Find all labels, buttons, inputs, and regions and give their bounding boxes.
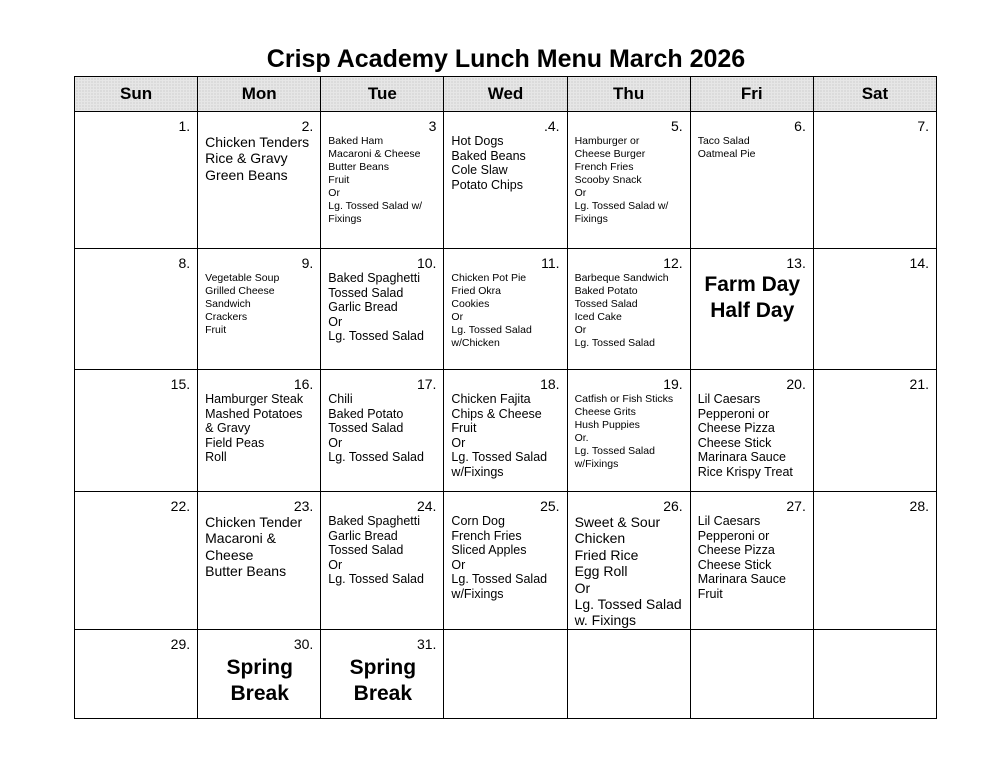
day-cell — [444, 370, 567, 492]
menu-text: Chicken Tenders Rice & Gravy Green Beans — [205, 134, 310, 183]
day-cell — [75, 370, 198, 492]
menu-text: Chicken Fajita Chips & Cheese Fruit Or Lg. Tossed Salad w/Fixings — [451, 392, 548, 479]
day-cell — [567, 630, 690, 719]
day-cell — [198, 370, 321, 492]
day-cell — [321, 370, 444, 492]
day-number: 17. — [416, 376, 437, 392]
menu-text: Sweet & Sour Chicken Fried Rice Egg Roll Or Lg. Tossed Salad w. Fixings — [574, 514, 682, 629]
week-row — [75, 492, 937, 630]
day-number: 31. — [416, 636, 437, 652]
day-number: .4. — [543, 118, 560, 134]
day-cell — [813, 492, 936, 630]
day-number: 21. — [909, 376, 929, 392]
weekday-header-sun: Sun — [75, 77, 198, 112]
day-number: 29. — [170, 636, 191, 652]
day-number: 11. — [541, 255, 560, 271]
day-number: 24. — [416, 498, 437, 514]
day-number: 30. — [293, 636, 314, 652]
weekday-header-sat: Sat — [813, 77, 936, 112]
menu-text: Chicken Tender Macaroni & Cheese Butter Beans — [205, 514, 303, 580]
menu-text: Farm Day Half Day — [704, 273, 801, 322]
day-number: 1. — [178, 118, 191, 134]
day-cell — [813, 249, 936, 370]
day-number — [698, 637, 806, 651]
menu-text: Corn Dog French Fries Sliced Apples Or Lg. Tossed Salad w/Fixings — [451, 514, 548, 601]
calendar-grid — [74, 76, 937, 719]
day-number: 27. — [786, 498, 806, 514]
day-cell — [444, 630, 567, 719]
day-cell — [321, 249, 444, 370]
day-cell — [690, 249, 813, 370]
menu-text: Lil Caesars Pepperoni or Cheese Pizza Cheese Stick Marinara Sauce Fruit — [697, 514, 786, 601]
day-cell — [690, 492, 813, 630]
day-number — [821, 637, 929, 651]
week-row — [75, 630, 937, 719]
day-number: 10. — [416, 255, 437, 271]
weekday-header-row — [75, 77, 937, 112]
menu-text: Chili Baked Potato Tossed Salad Or Lg. Tossed Salad — [328, 392, 424, 465]
day-number: 6. — [794, 118, 806, 134]
day-cell — [198, 630, 321, 719]
menu-text: Baked Spaghetti Tossed Salad Garlic Bread Or Lg. Tossed Salad — [328, 271, 424, 344]
menu-text: Hot Dogs Baked Beans Cole Slaw Potato Chips — [451, 134, 526, 192]
day-number: 23. — [293, 498, 314, 514]
day-number: 8. — [178, 255, 191, 271]
menu-text: Chicken Pot Pie Fried Okra Cookies Or Lg. Tossed Salad w/Chicken — [451, 272, 532, 349]
menu-text: Spring Break — [349, 656, 417, 705]
menu-text: Lil Caesars Pepperoni or Cheese Pizza Cheese Stick Marinara Sauce Rice Krispy Treat — [697, 392, 793, 479]
day-cell — [75, 249, 198, 370]
day-cell — [813, 370, 936, 492]
day-number: 15. — [170, 376, 191, 392]
day-number: 20. — [786, 376, 806, 392]
day-cell — [690, 630, 813, 719]
day-cell — [567, 492, 690, 630]
day-number: 5. — [671, 118, 683, 134]
day-number: 26. — [663, 498, 683, 514]
day-number: 28. — [909, 498, 929, 514]
day-cell — [75, 112, 198, 249]
weekday-header-mon: Mon — [198, 77, 321, 112]
day-number: 16. — [293, 376, 314, 392]
day-cell — [75, 492, 198, 630]
day-cell — [567, 370, 690, 492]
day-number: 9. — [301, 255, 314, 271]
day-cell — [321, 112, 444, 249]
day-number: 18. — [540, 376, 560, 392]
day-cell — [198, 249, 321, 370]
day-cell — [321, 630, 444, 719]
week-row — [75, 112, 937, 249]
day-number: 7. — [917, 118, 929, 134]
day-cell — [567, 112, 690, 249]
weekday-header-thu: Thu — [567, 77, 690, 112]
menu-text: Vegetable Soup Grilled Cheese Sandwich Crackers Fruit — [205, 272, 280, 336]
menu-text: Baked Ham Macaroni & Cheese Butter Beans Fruit Or Lg. Tossed Salad w/ Fixings — [328, 135, 423, 225]
day-number: 19. — [663, 376, 683, 392]
day-cell — [567, 249, 690, 370]
menu-text: Hamburger Steak Mashed Potatoes & Gravy Field Peas Roll — [205, 392, 304, 465]
day-number: 14. — [909, 255, 929, 271]
day-number: 13. — [786, 255, 806, 271]
menu-text: Catfish or Fish Sticks Cheese Grits Hush Puppies Or. Lg. Tossed Salad w/Fixings — [574, 393, 674, 470]
day-number: 3 — [428, 118, 437, 134]
menu-text: Spring Break — [226, 656, 293, 705]
day-number: 22. — [170, 498, 191, 514]
menu-text: Baked Spaghetti Garlic Bread Tossed Salad Or Lg. Tossed Salad — [328, 514, 424, 587]
weekday-header-fri: Fri — [690, 77, 813, 112]
day-cell — [813, 112, 936, 249]
page-title: Crisp Academy Lunch Menu March 2026 — [266, 45, 746, 73]
weekday-header-wed: Wed — [444, 77, 567, 112]
menu-text: Barbeque Sandwich Baked Potato Tossed Salad Iced Cake Or Lg. Tossed Salad — [574, 272, 669, 349]
week-row — [75, 249, 937, 370]
day-cell — [198, 112, 321, 249]
menu-text: Taco Salad Oatmeal Pie — [697, 135, 756, 160]
day-number: 25. — [540, 498, 560, 514]
day-cell — [444, 249, 567, 370]
day-number — [575, 637, 683, 651]
day-number: 2. — [301, 118, 314, 134]
day-cell — [690, 112, 813, 249]
day-cell — [444, 112, 567, 249]
day-cell — [321, 492, 444, 630]
week-row — [75, 370, 937, 492]
day-number: 12. — [663, 255, 683, 271]
day-cell — [813, 630, 936, 719]
day-cell — [444, 492, 567, 630]
day-cell — [198, 492, 321, 630]
menu-text: Hamburger or Cheese Burger French Fries Scooby Snack Or Lg. Tossed Salad w/ Fixings — [574, 135, 669, 225]
weekday-header-tue: Tue — [321, 77, 444, 112]
day-cell — [75, 630, 198, 719]
day-cell — [690, 370, 813, 492]
day-number — [451, 637, 559, 651]
